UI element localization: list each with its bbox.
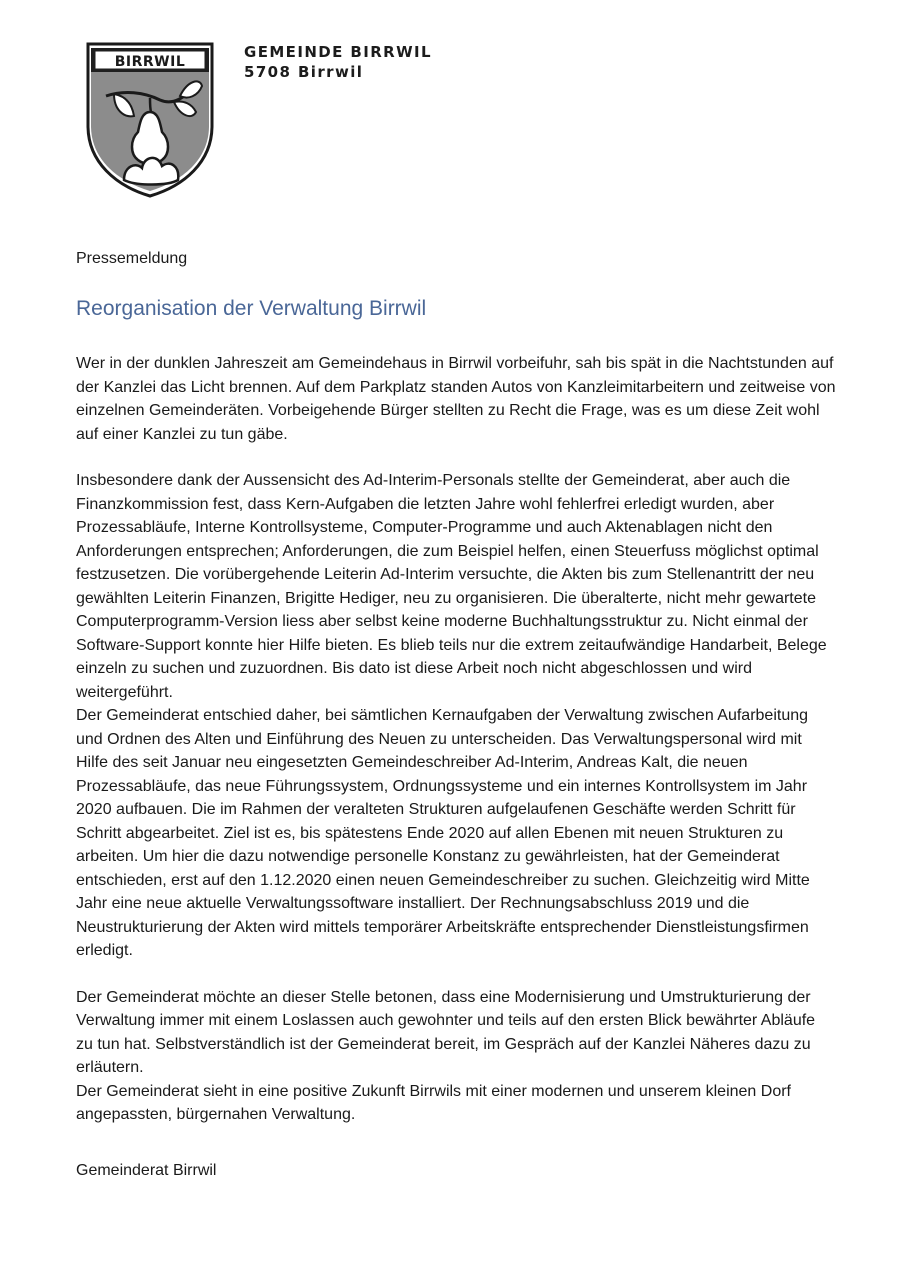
letterhead-text <box>244 42 432 82</box>
paragraph: Wer in der dunklen Jahreszeit am Gemeindehaus in Birrwil vorbeifuhr, sah bis spät in die Nachtstunden auf der Kanzlei das Licht brennen. Auf dem Parkplatz standen Autos von Kanzleimitarbeitern und zeitweise von einzelnen Gemeinderäten. Vorbeigehende Bürger stellten zu Recht die Frage, was es um diese Zeit wohl auf einer Kanzlei zu tun gäbe. <box>76 355 836 443</box>
document-type: Pressemeldung <box>76 250 188 267</box>
municipal-crest <box>84 40 216 198</box>
paragraph: Der Gemeinderat sieht in eine positive Zukunft Birrwils mit einer modernen und unserem kleinen Dorf angepassten, bürgernahen Verwaltung. <box>76 1082 791 1123</box>
signature: Gemeinderat Birrwil <box>76 1161 217 1179</box>
letterhead <box>84 40 504 200</box>
paragraph: Der Gemeinderat möchte an dieser Stelle betonen, dass eine Modernisierung und Umstrukturierung der Verwaltung immer mit einem Loslassen auch gewohnter und teils auf den ersten Blick bewährter Abläufe zu tun hat. Selbstverständlich ist der Gemeinderat bereit, im Gespräch auf der Kanzlei Näheres dazu zu erläutern. <box>76 988 816 1076</box>
crest-banner-text: BIRRWIL <box>114 54 186 70</box>
coat-of-arms-icon <box>84 40 216 198</box>
paragraph: Insbesondere dank der Aussensicht des Ad-Interim-Personals stellte der Gemeinderat, aber auch die Finanzkommission fest, dass Kern-Aufgaben die letzten Jahre wohl fehlerfrei erledigt wurden, aber Prozessabläufe, Interne Kontrollsysteme, Computer-Programme und auch Aktenablagen nicht den Anforderungen entsprechen; Anforderungen, die zum Beispiel helfen, einen Steuerfuss möglichst optimal festzusetzen. Die vorübergehende Leiterin Ad-Interim versuchte, die Akten bis zum Stellenantritt der neu gewählten Leiterin Finanzen, Brigitte Hediger, neu zu organisieren. Die überalterte, nicht mehr gewartete Computerprogramm-Version liess aber selbst keine moderne Buchhaltungsstruktur zu. Nicht einmal der Software-Support konnte hier Hilfe bieten. Es blieb teils nur die extrem zeitaufwändige Handarbeit, Belege einzeln zu suchen und zuzuordnen. Bis dato ist diese Arbeit noch nicht abgeschlossen und wird weitergeführt. <box>76 472 827 701</box>
document-body <box>76 244 836 1198</box>
paragraph: Der Gemeinderat entschied daher, bei sämtlichen Kernaufgaben der Verwaltung zwischen Aufarbeitung und Ordnen des Alten und Einführung des Neuen zu unterscheiden. Das Verwaltungspersonal wird mit Hilfe des seit Januar neu eingesetzten Gemeindeschreiber Ad-Interim, Andreas Kalt, die neuen Prozessabläufe, das neue Führungssystem, Ordnungssysteme und ein internes Kontrollsystem im Jahr 2020 aufbauen. Die im Rahmen der veralteten Strukturen aufgelaufenen Geschäfte werden Schritt für Schritt abgearbeitet. Ziel ist es, bis spätestens Ende 2020 auf allen Ebenen mit neuen Strukturen zu arbeiten. Um hier die dazu notwendige personelle Konstanz zu gewährleisten, hat der Gemeinderat entschieden, erst auf den 1.12.2020 einen neuen Gemeindeschreiber zu suchen. Gleichzeitig wird Mitte Jahr eine neue aktuelle Verwaltungssoftware installiert. Der Rechnungsabschluss 2019 und die Neustrukturierung der Akten wird mittels temporärer Arbeitskräfte entsprechender Dienstleistungsfirmen erledigt. <box>76 707 810 959</box>
municipality-address: 5708 Birrwil <box>244 63 364 81</box>
document-title: Reorganisation der Verwaltung Birrwil <box>76 297 427 320</box>
municipality-name: GEMEINDE BIRRWIL <box>244 43 432 61</box>
